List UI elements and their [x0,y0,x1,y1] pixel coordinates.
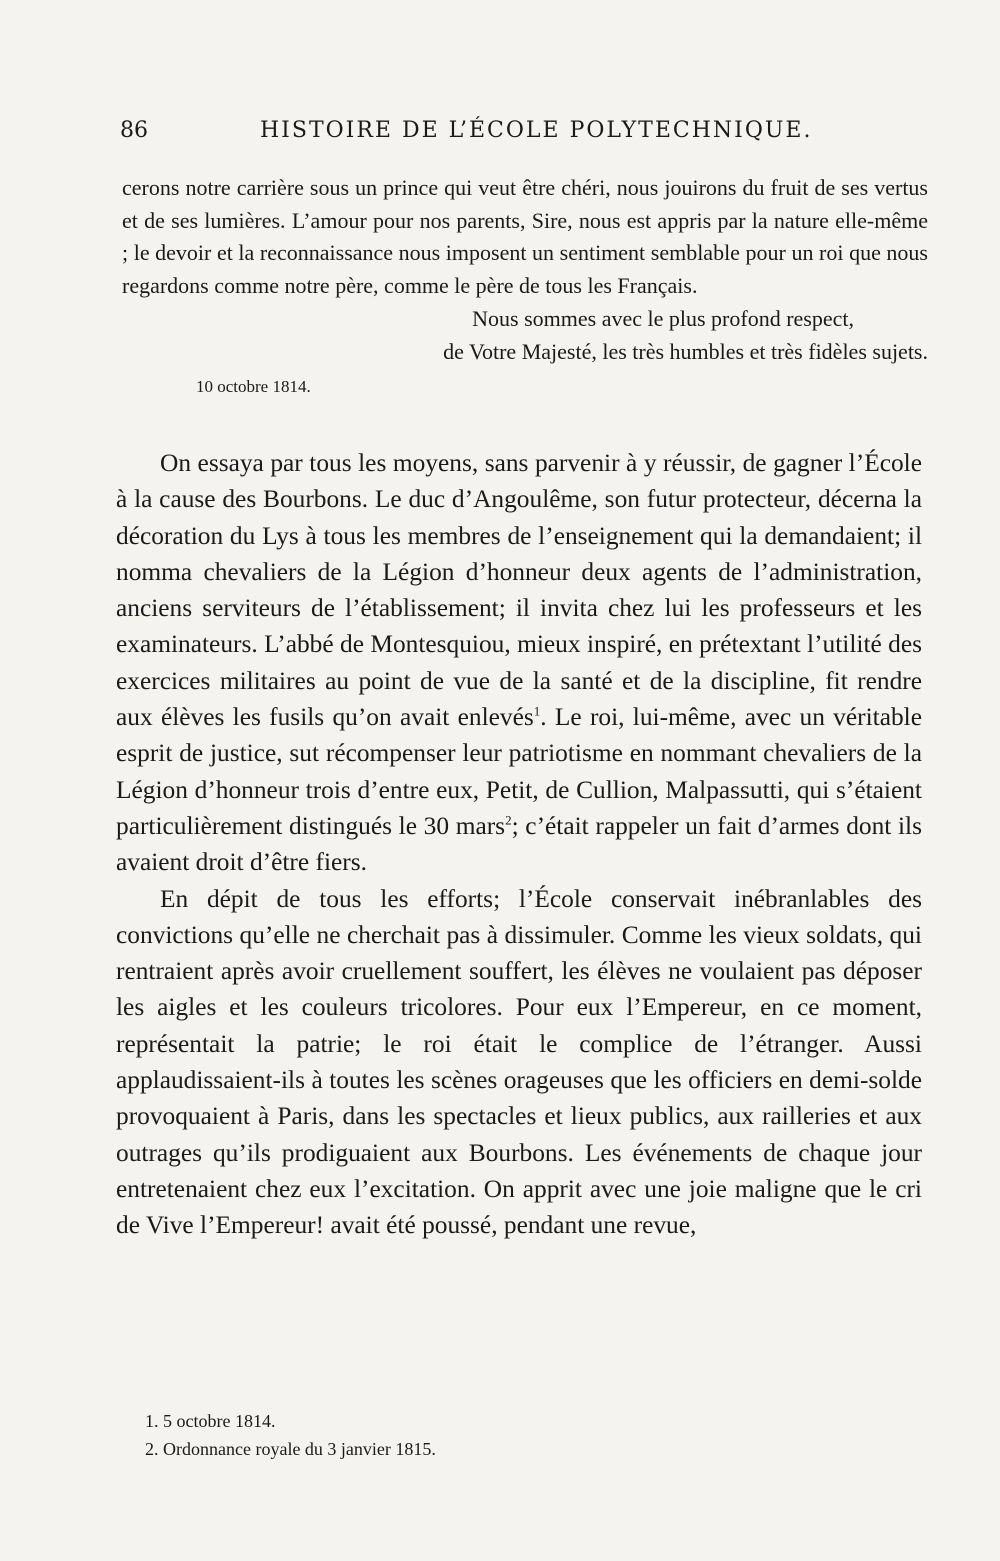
paragraph-1-part-a: On essaya par tous les moyens, sans parvenir à y réussir, de gagner l’École à la cause des Bourbons. Le duc d’Angoulême, son futur protecteur, décerna la décoration du Lys à tous les membres de l’enseignement qui la demandaient; il nomma chevaliers de la Légion d’honneur deux agents de l’administration, anciens serviteurs de l’établissement; il invita chez lui les professeurs et les examinateurs. L’abbé de Montesquiou, mieux inspiré, en prétextant l’utilité des exercices militaires au point de vue de la santé et de la discipline, fit rendre aux élèves les fusils qu’on avait enlevés [116,449,922,732]
letter-text: cerons notre carrière sous un prince qui veut être chéri, nous jouirons du fruit de ses vertus et de ses lumières. L’amour pour nos parents, Sire, nous est appris par la nature elle-même ; le devoir et la reconnaissance nous imposent un sentiment semblable pour un roi que nous regardons comme notre père, comme le père de tous les Français. [122,175,928,298]
footnote-ref-2[interactable]: 2 [505,812,512,828]
paragraph-1 [116,445,922,881]
letter-closing-line-1: Nous sommes avec le plus profond respect, [472,306,854,332]
footnotes [145,1407,905,1463]
letter-closing [122,302,928,368]
paragraph-1-part-b: . Le roi, lui-même, avec un véritable esprit de justice, sut récompenser leur patriotisme en nommant chevaliers de la Légion d’honneur trois d’entre eux, Petit, de Cullion, Malpassutti, qui s’étaient particulièrement distingués le 30 mars [116,703,922,840]
running-title: HISTOIRE DE L’ÉCOLE POLYTECHNIQUE. [260,118,813,143]
main-text [116,445,922,1244]
footnote-2: 2. Ordonnance royale du 3 janvier 1815. [145,1439,436,1459]
letter-date: 10 octobre 1814. [196,377,311,397]
footnote-1: 1. 5 octobre 1814. [145,1411,276,1431]
letter-closing-line-2: de Votre Majesté, les très humbles et très fidèles sujets. [443,339,928,365]
footnote-ref-1[interactable]: 1 [533,703,541,719]
paragraph-1-part-c: ; c’était rappeler un fait d’armes dont ils avaient droit d’être fiers. [116,811,922,877]
letter-excerpt [122,172,928,400]
page-number: 86 [120,118,148,143]
paragraph-2: En dépit de tous les efforts; l’École conservait inébranlables des convictions qu’elle ne cherchait pas à dissimuler. Comme les vieux soldats, qui rentraient après avoir cruellement souffert, les élèves ne voulaient pas déposer les aigles et les couleurs tricolores. Pour eux l’Empereur, en ce moment, représentait la patrie; le roi était le complice de l’étranger. Aussi applaudissaient-ils à toutes les scènes orageuses que les officiers en demi-solde provoquaient à Paris, dans les spectacles et lieux publics, aux railleries et aux outrages qu’ils prodiguaient aux Bourbons. Les événements de chaque jour entretenaient chez eux l’excitation. On apprit avec une joie maligne que le cri de Vive l’Empereur! avait été poussé, pendant une revue, [116,884,922,1240]
page-header [120,118,920,148]
